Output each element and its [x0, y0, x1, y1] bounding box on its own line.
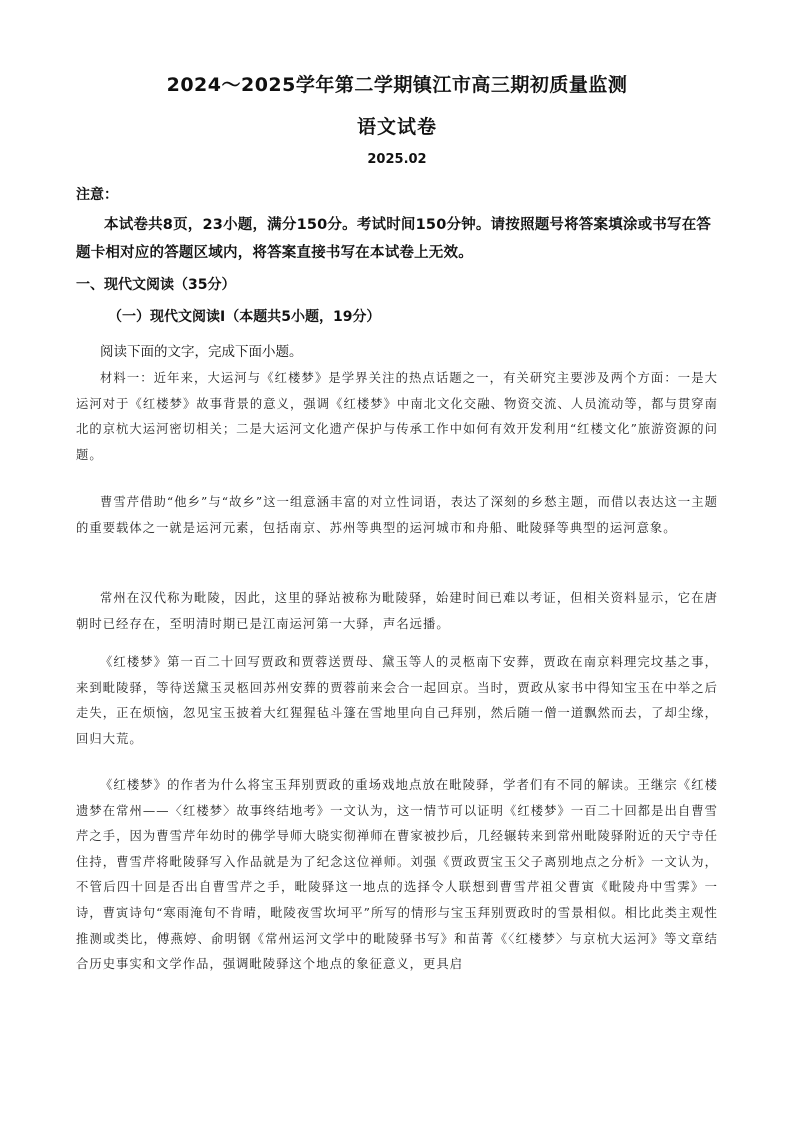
passage-paragraph: 曹雪芹借助“他乡”与“故乡”这一组意涵丰富的对立性词语，表达了深刻的乡愁主题，而借以表达这一主题的重要载体之一就是运河元素，包括南京、苏州等典型的运河城市和舟船、毗陵驿等典型的运河意象。 — [76, 495, 718, 535]
notice-label: 注意： — [76, 187, 118, 203]
subsection-heading: （一）现代文阅读Ⅰ（本题共5小题，19分） — [108, 309, 381, 325]
passage-paragraph: 《红楼梦》的作者为什么将宝玉拜别贾政的重场戏地点放在毗陵驿，学者们有不同的解读。王继宗《红楼遗梦在常州——〈红楼梦〉故事终结地考》一文认为，这一情节可以证明《红楼梦》一百二十回都是出自曹雪芹之手，因为曹雪芹年幼时的佛学导师大晓实彻禅师在曹家被抄后，几经辗转来到常州毗陵驿附近的天宁寺任住持，曹雪芹将毗陵驿写入作品就是为了纪念这位禅师。刘强《贾政贾宝玉父子离别地点之分析》一文认为，不管后四十回是否出自曹雪芹之手，毗陵驿这一地点的选择令人联想到曹雪芹祖父曹寅《毗陵舟中雪霁》一诗，曹寅诗句“寒雨淹旬不肯晴，毗陵夜雪坎坷平”所写的情形与宝玉拜别贾政时的雪景相似。相比此类主观性推测或类比，傅燕婷、俞明钢《常州运河文学中的毗陵驿书写》和苗菁《〈红楼梦〉与京杭大运河》等文章结合历史事实和文学作品，强调毗陵驿这个地点的象征意义，更具启 — [76, 778, 718, 972]
passage-paragraph: 常州在汉代称为毗陵，因此，这里的驿站被称为毗陵驿，始建时间已难以考证，但相关资料显示，它在唐朝时已经存在，至明清时期已是江南运河第一大驿，声名远播。 — [76, 591, 718, 631]
passage-paragraph: 《红楼梦》第一百二十回写贾政和贾蓉送贾母、黛玉等人的灵柩南下安葬，贾政在南京料理完坟基之事，来到毗陵驿，等待送黛玉灵柩回苏州安葬的贾蓉前来会合一起回京。当时，贾政从家书中得知宝玉在中举之后走失，正在烦恼，忽见宝玉披着大红猩猩毡斗篷在雪地里向自己拜别，然后随一僧一道飘然而去，了却尘缘，回归大荒。 — [76, 655, 718, 746]
passage-paragraph: 材料一：近年来，大运河与《红楼梦》是学界关注的热点话题之一，有关研究主要涉及两个方面：一是大运河对于《红楼梦》故事背景的意义，强调《红楼梦》中南北文化交融、物资交流、人员流动等，都与贯穿南北的京杭大运河密切相关；二是大运河文化遗产保护与传承工作中如何有效开发利用“红楼文化”旅游资源的问题。 — [76, 371, 718, 462]
notice-body: 本试卷共8页，23小题，满分150分。考试时间150分钟。请按照题号将答案填涂或书写在答题卡相对应的答题区域内，将答案直接书写在本试卷上无效。 — [76, 217, 712, 261]
reading-instruction: 阅读下面的文字，完成下面小题。 — [100, 344, 303, 360]
section-heading: 一、现代文阅读（35分） — [76, 277, 236, 293]
exam-title: 2024～2025学年第二学期镇江市高三期初质量监测 — [166, 74, 628, 96]
exam-subject: 语文试卷 — [356, 116, 437, 138]
exam-date: 2025.02 — [367, 152, 427, 167]
